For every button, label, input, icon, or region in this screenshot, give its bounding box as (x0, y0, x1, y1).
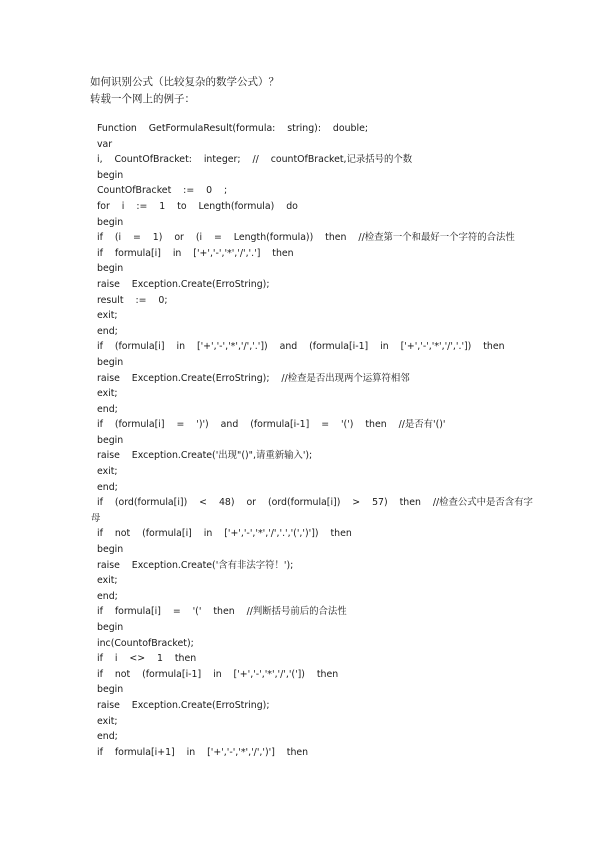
code-line: begin (97, 622, 124, 633)
code-line: exit; (97, 388, 118, 400)
code-line: begin (97, 263, 124, 275)
code-line: end; (97, 590, 118, 602)
code-line: raise Exception.Create(ErroString); (97, 278, 270, 290)
code-line: begin (97, 356, 124, 368)
code-line: if i <> 1 then (97, 653, 197, 665)
code-line: begin (97, 434, 124, 446)
code-line: end; (97, 325, 118, 337)
code-line: begin (97, 544, 124, 556)
code-line: inc(CountofBracket); (97, 637, 194, 649)
code-line: exit; (97, 575, 118, 587)
code-line: raise Exception.Create(ErroString); (97, 699, 270, 711)
intro-text (90, 74, 530, 108)
code-line: result := 0; (97, 294, 168, 306)
code-line: raise Exception.Create('含有非法字符！'); (97, 559, 294, 571)
code-line: end; (97, 403, 118, 415)
code-line: raise Exception.Create(ErroString); //检查是否出现两个运算符相邻 (97, 372, 410, 384)
code-line: if not (formula[i-1] in ['+','-','*','/','(']) then (97, 668, 339, 680)
code-line: if formula[i] in ['+','-','*','/','.'] then (97, 247, 294, 259)
code-line: begin (97, 169, 124, 181)
code-line: exit; (97, 466, 118, 478)
code-line: exit; (97, 715, 118, 727)
code-line: begin (97, 216, 124, 228)
code-line: CountOfBracket := 0 ; (97, 185, 228, 197)
code-line: if (i = 1) or (i = Length(formula)) then //检查第一个和最好一个字符的合法性 (97, 232, 515, 244)
code-line: if formula[i] = '(' then //判断括号前后的合法性 (97, 606, 347, 618)
code-block (91, 121, 533, 760)
code-line: if (formula[i] = ')') and (formula[i-1] = '(') then //是否有'()' (97, 419, 446, 431)
code-line: 母 (91, 512, 101, 524)
code-line: if formula[i+1] in ['+','-','*','/',')'] then (97, 746, 309, 758)
code-line: Function GetFormulaResult(formula: string): double; (97, 123, 369, 134)
code-line: if not (formula[i] in ['+','-','*','/','.','(',')']) then (97, 528, 352, 540)
code-line: i, CountOfBracket: integer; // countOfBracket,记录括号的个数 (97, 154, 413, 166)
code-line: var (97, 138, 113, 150)
code-line: raise Exception.Create('出现"()",请重新输入'); (97, 450, 313, 462)
code-line: for i := 1 to Length(formula) do (97, 200, 298, 212)
code-line: end; (97, 481, 118, 493)
code-line: begin (97, 684, 124, 696)
question-title: 如何识别公式（比较复杂的数学公式）？ (90, 76, 279, 88)
code-line: if (ord(formula[i]) < 48) or (ord(formula[i]) > 57) then //检查公式中是否含有字 (97, 497, 533, 509)
code-line: end; (97, 731, 118, 743)
code-line: if (formula[i] in ['+','-','*','/','.']) and (formula[i-1] in ['+','-','*','/','.']) then (97, 341, 505, 353)
repost-note: 转载一个网上的例子： (90, 93, 195, 105)
code-line: exit; (97, 310, 118, 322)
